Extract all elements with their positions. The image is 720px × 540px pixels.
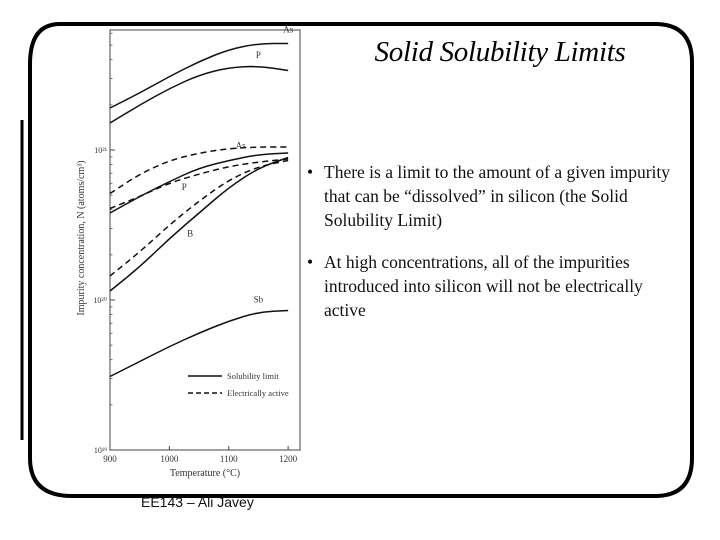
series-label: As xyxy=(283,24,294,35)
legend-label: Solubility limit xyxy=(227,371,279,381)
y-tick-label: 10²¹ xyxy=(94,146,107,155)
bullet-text-solubility: There is a limit to the amount of a given impurity that can be “dissolved” in silicon (the Solid Solubility Limit) xyxy=(324,162,671,230)
bullet-dot: • xyxy=(307,252,314,272)
bullet-text-activation: At high concentrations, all of the impurities introduced into silicon will not be electrically active xyxy=(324,252,643,320)
bullet-item xyxy=(306,250,686,322)
y-axis-label: Impurity concentration, N (atoms/cm³) xyxy=(76,160,87,316)
x-tick-label: 1000 xyxy=(160,454,179,464)
y-tick-label: 10¹⁹ xyxy=(93,446,107,455)
y-tick-label: 10²⁰ xyxy=(93,296,107,305)
series-label: P xyxy=(181,182,187,192)
series-label: B xyxy=(187,228,194,239)
bullet-item xyxy=(306,160,686,232)
legend-label: Electrically active xyxy=(227,388,289,398)
series-label: As xyxy=(235,140,246,151)
slide-title: Solid Solubility Limits xyxy=(374,36,626,68)
bullet-dot: • xyxy=(307,162,314,182)
x-tick-label: 1100 xyxy=(219,454,238,464)
footer-author: EE143 – Ali Javey xyxy=(141,494,254,510)
x-axis-label: Temperature (°C) xyxy=(169,468,241,479)
x-tick-label: 900 xyxy=(103,454,117,464)
series-label: Sb xyxy=(253,294,264,305)
x-tick-label: 1200 xyxy=(279,454,298,464)
series-label: P xyxy=(255,50,261,60)
bullet-list xyxy=(306,160,686,340)
